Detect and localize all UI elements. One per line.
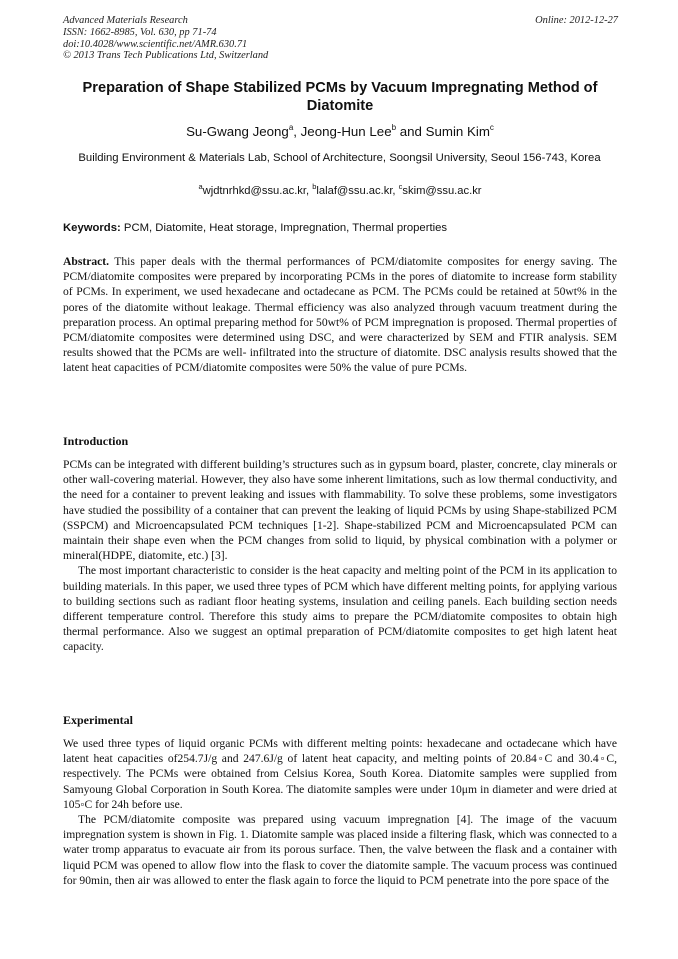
email-3-sup: c [398,182,403,191]
journal-name: Advanced Materials Research [63,15,188,26]
author-separator: and [396,124,426,139]
email-3[interactable]: skim@ssu.ac.kr [402,185,482,197]
email-1-sup: a [198,182,203,191]
paper-title: Preparation of Shape Stabilized PCMs by Vacuum Impregnating Method of Diatomite [82,80,598,115]
abstract-text: This paper deals with the thermal performances of PCM/diatomite composites for energy saving. The PCM/diatomite composites were prepared by incorporating PCMs in the pores of diatomite to increase form stability of PCMs. In experiment, we used hexadecane and octadecane as PCM. The PCMs could be retained at 50wt% in the pores of the diatomite without leakage. Thermal efficiency was also analyzed through vacuum treatment during the preparation process. An optimal preparing method for 50wt% of PCM impregnation is proposed. Thermal properties of PCM/diatomite composites were determined using DSC, and were characterized by SEM and FTIR analysis. SEM results showed that the PCMs are well- infiltrated into the structure of diatomite. DSC analysis results showed that the latent heat capacities of PCM/diatomite composites were 50% the value of pure PCMs. [63,255,617,375]
journal-header [63,15,618,62]
experimental-paragraph-1: We used three types of liquid organic PCMs with different melting points: hexadecane and octadecane which have latent heat capacities of254.7J/g and 247.6J/g of latent heat capacity, and melting points of 20.84◦C and 30.4◦C, respectively. The PCMs were obtained from Celsius Korea, South Korea. Diatomite samples were supplied from Samyoung Global Corporation in South Korea. The diatomite samples were under 10μm in diameter and were dried at 105◦C for 24h before use. [63,737,617,811]
keywords-text: PCM, Diatomite, Heat storage, Impregnation, Thermal properties [120,222,448,234]
email-2-sup: b [312,182,317,191]
email-1[interactable]: wjdtnrhkd@ssu.ac.kr, [202,185,313,197]
introduction-paragraph-1: PCMs can be integrated with different building’s structures such as in gypsum board, plaster, concrete, clay minerals or other wall-covering material. However, they also have some inherent limitations, such as low thermal conductivity, and the need for a container to prevent leaking and issues with flammability. To solve these problems, some investigators have studied the possibility of a container that can prevent the leaking of liquid PCMs by using Shape-stabilized PCM (SSPCM) and Microencapsulated PCM techniques [1-2]. Shape-stabilized PCM and Microencapsulated PCM can maintain their shape even when the PCM changes from solid to liquid, by physical combination with a polymer or mineral(HDPE, diatomite, etc.) [3]. [63,458,617,563]
author-2-sup: b [391,123,397,132]
author-1: Su-Gwang Jeong [186,124,289,139]
abstract [63,254,617,376]
experimental-paragraph-2: The PCM/diatomite composite was prepared using vacuum impregnation [4]. The image of the vacuum impregnation system is shown in Fig. 1. Diatomite sample was placed inside a filtering flask, which was connected to a water tromp apparatus to evacuate air from its porous surface. Then, the valve between the flask and a container with liquid PCM was opened to allow flow into the flask to cover the diatomite sample. The vacuum process was continued for 90min, then air was allowed to enter the flask again to force the liquid to PCM penetrate into the pore space of the [63,813,617,887]
author-3-sup: c [489,123,494,132]
author-1-sup: a [288,123,294,132]
author-2: Jeong-Hun Lee [300,124,392,139]
experimental-body [63,736,617,888]
keywords-label: Keywords: [63,222,121,234]
abstract-label: Abstract. [63,255,110,268]
author-separator: , [293,124,301,139]
author-list [60,124,620,140]
section-heading-introduction: Introduction [63,434,129,448]
keywords [63,221,618,235]
journal-doi: doi:10.4028/www.scientific.net/AMR.630.71 [63,38,248,50]
email-list [60,184,620,198]
email-2[interactable]: lalaf@ssu.ac.kr, [316,185,399,197]
online-date: Online: 2012-12-27 [535,15,618,26]
introduction-body [63,457,617,655]
author-3: Sumin Kim [425,124,490,139]
journal-copyright: © 2013 Trans Tech Publications Ltd, Switzerland [63,50,269,62]
introduction-paragraph-2: The most important characteristic to consider is the heat capacity and melting point of the PCM in its application to building materials. In this paper, we used three types of PCM which have different melting points, for applying various to building sections such as radiant floor heating systems, insulation and ceiling panels. Each building section needs different temperature control. Therefore this study aims to prepare the PCM/diatomite composites to obtain high thermal performance. Also we suggest an optimal preparation of PCM/diatomite composites to get high latent heat capacity. [63,564,617,654]
section-heading-experimental: Experimental [63,713,133,727]
journal-issn: ISSN: 1662-8985, Vol. 630, pp 71-74 [63,26,217,38]
affiliation: Building Environment & Materials Lab, School of Architecture, Soongsil University, Seoul 156-743, Korea [78,152,601,164]
